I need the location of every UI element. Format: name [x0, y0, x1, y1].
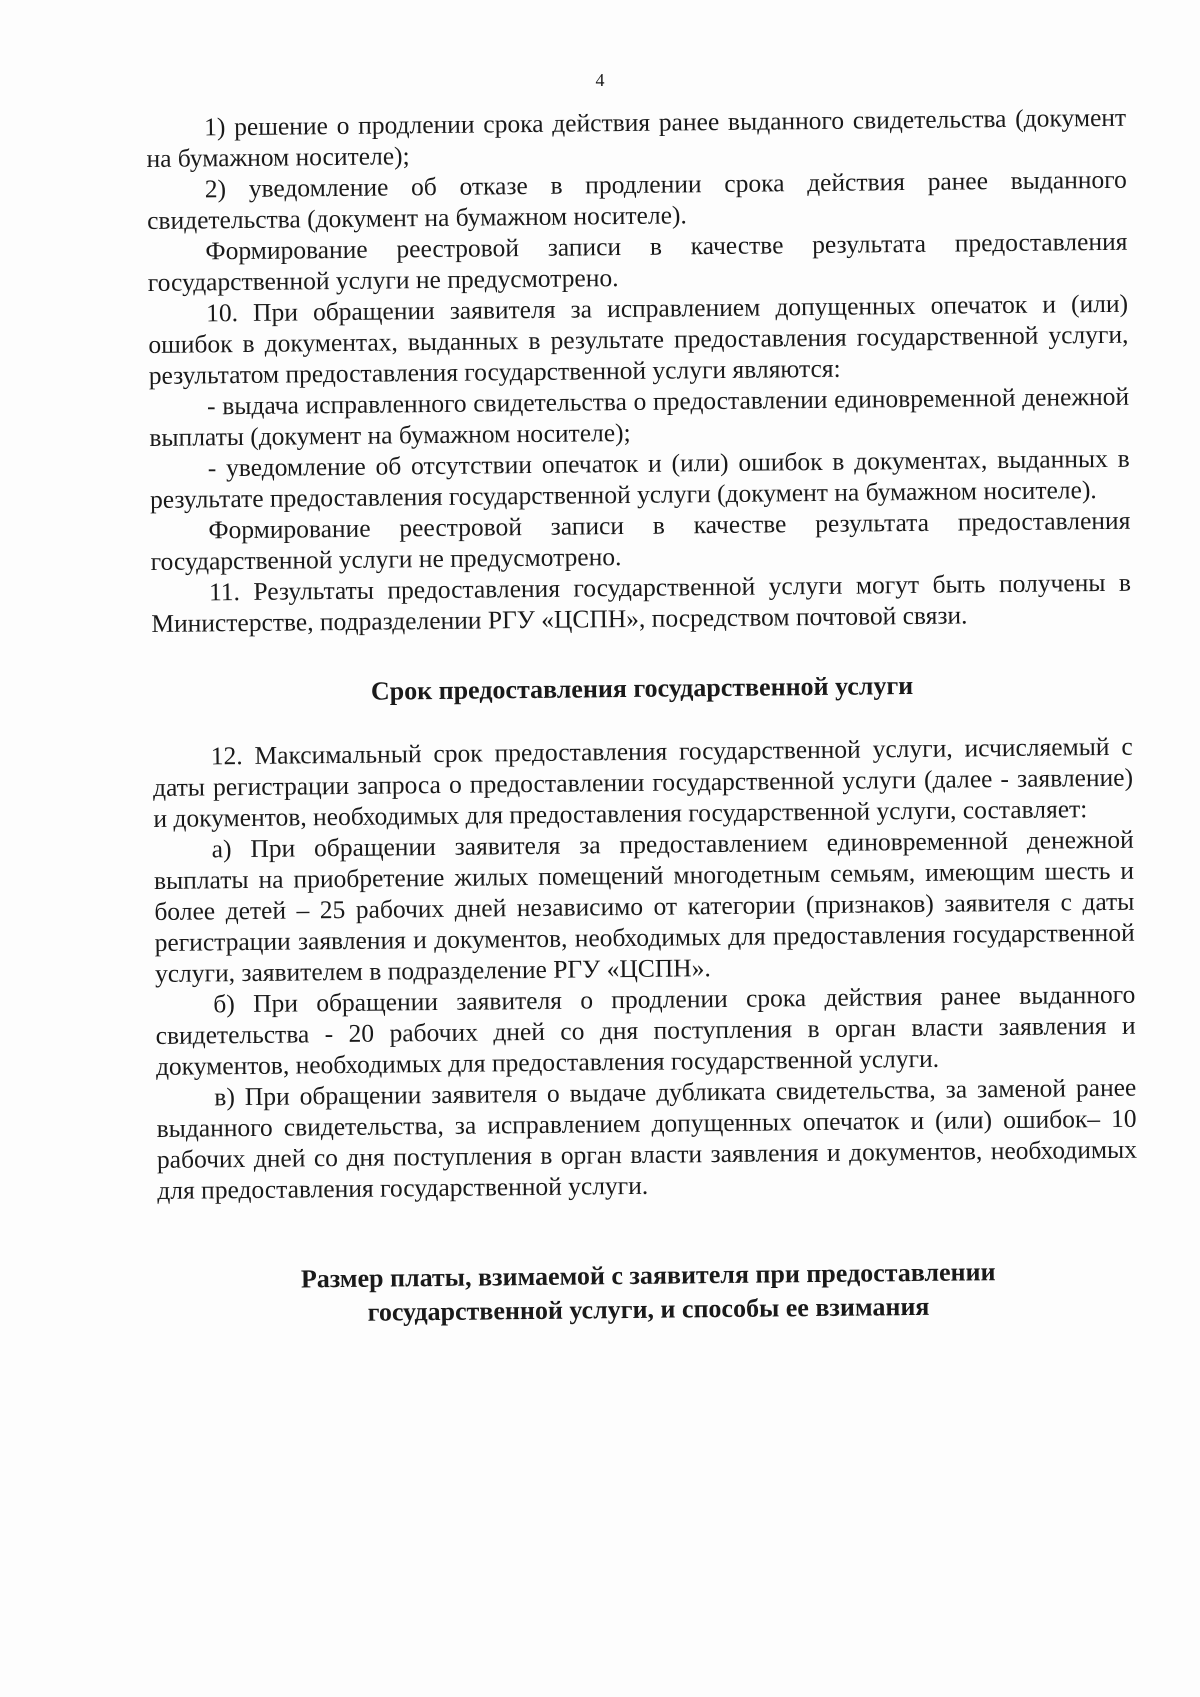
- paragraph-corrected-certificate: - выдача исправленного свидетельства о предоставлении единовременной денежной выплаты (документ на бумажном носителе);: [149, 381, 1130, 452]
- paragraph-clause-10: 10. При обращении заявителя за исправлением допущенных опечаток и (или) ошибок в документах, выданных в результате предоставления государственной услуги, результатом предоставления государственной услуги являются:: [148, 288, 1129, 390]
- document-body: [146, 102, 1139, 1332]
- paragraph-clause-12-v: в) При обращении заявителя о выдаче дубликата свидетельства, за заменой ранее выданного свидетельства, за исправлением допущенных опечаток и (или) ошибок– 10 рабочих дней со дня поступления в орган власти заявления и документов, необходимых для предоставления государственной услуги.: [156, 1072, 1138, 1205]
- section-heading-term: Срок предоставления государственной услуги: [370, 670, 914, 706]
- paragraph-clause-12-a: а) При обращении заявителя за предоставлением единовременной денежной выплаты на приобретение жилых помещений многодетным семьям, имеющим шесть и более детей – 25 рабочих дней независимо от категории (признаков) заявителя с даты регистрации заявления и документов, необходимых для предоставления государственной услуги, заявителем в подразделение РГУ «ЦСПН».: [153, 824, 1135, 988]
- paragraph-clause-11: 11. Результаты предоставления государственной услуги могут быть получены в Министерстве, подразделении РГУ «ЦСПН», посредством почтовой связи.: [151, 567, 1132, 638]
- section-heading-fee-line-1: Размер платы, взимаемой с заявителя при предоставлении: [300, 1257, 996, 1294]
- section-heading-fee-line-2: государственной услуги, и способы ее взимания: [367, 1291, 930, 1327]
- paragraph-result-2: 2) уведомление об отказе в продлении срока действия ранее выданного свидетельства (документ на бумажном носителе).: [146, 164, 1127, 235]
- section-heading-fee: [158, 1254, 1139, 1332]
- paragraph-registry-note: Формирование реестровой записи в качестве результата предоставления государственной услуги не предусмотрено.: [147, 226, 1128, 297]
- paragraph-result-1: 1) решение о продлении срока действия ранее выданного свидетельства (документ на бумажном носителе);: [146, 102, 1127, 173]
- page-number: 4: [595, 70, 605, 90]
- paragraph-clause-12-b: б) При обращении заявителя о продлении срока действия ранее выданного свидетельства - 20 рабочих дней со дня поступления в орган власти заявления и документов, необходимых для предоставления государственной услуги.: [155, 979, 1136, 1081]
- paragraph-registry-note-2: Формирование реестровой записи в качестве результата предоставления государственной услуги не предусмотрено.: [150, 505, 1131, 576]
- paragraph-clause-12: 12. Максимальный срок предоставления государственной услуги, исчисляемый с даты регистрации запроса о предоставлении государственной услуги (далее - заявление) и документов, необходимых для предоставления государственной услуги, составляет:: [152, 731, 1134, 833]
- paragraph-no-errors-notice: - уведомление об отсутствии опечаток и (или) ошибок в документах, выданных в результате предоставления государственной услуги (документ на бумажном носителе).: [149, 443, 1130, 514]
